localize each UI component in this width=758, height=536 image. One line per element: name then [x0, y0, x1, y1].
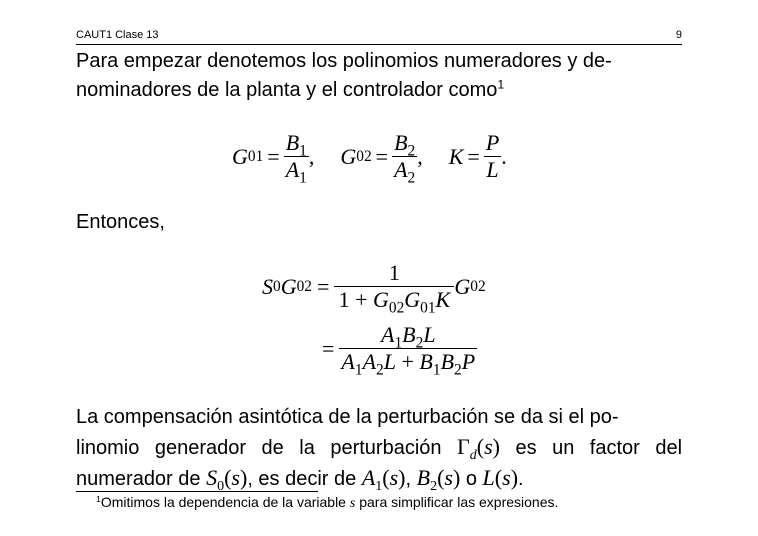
- compensation-paragraph: [76, 403, 682, 494]
- comp-line-1: La compensación asintótica de la perturbación se da si el po-: [76, 406, 619, 428]
- footnote-ref: 1: [497, 77, 505, 92]
- equation-s0g02-line1: S 0 G 02 = $\frac{1}{1 + G_{02}G_{01}K}$ G 02: [262, 260, 486, 317]
- equation-definitions: G 01 = $\frac{B_1}{A_1}$ , G 02 = $\frac{B_2}{A_2}$ , K = $\frac{P}{L}$ .: [232, 130, 507, 187]
- intro-line-2: nominadores de la planta y el controlador como$^1$: [76, 77, 505, 101]
- page-number: 9: [675, 29, 682, 41]
- fraction-closed-loop: $\frac{1}{1 + G_{02}G_{01}K}$: [334, 260, 454, 313]
- fraction-b1-a1: $\frac{B_1}{A_1}$: [285, 130, 307, 187]
- fraction-b2-a2: $\frac{B_2}{A_2}$: [394, 130, 416, 187]
- intro-paragraph: [76, 47, 682, 105]
- equation-s0g02-line2: = $\frac{A_1B_2L}{A_1A_2L + B_1B_2P}$: [322, 322, 476, 379]
- fraction-polynomials: $\frac{A_1B_2L}{A_1A_2L + B_1B_2P}$: [341, 322, 476, 379]
- header-title: CAUT1 Clase 13: [76, 29, 159, 41]
- header-rule: [76, 44, 682, 45]
- comp-line-2: linomio generador de la perturbación $\Gamma_d(s)$ es un factor del: [76, 434, 683, 463]
- comp-line-3: numerador de $S_0(s)$, es decir de $A_1(s)$, $B_2(s)$ o L(s).: [76, 465, 524, 494]
- intro-line-1: Para empezar denotemos los polinomios numeradores y de-: [76, 50, 612, 72]
- entonces-text: Entonces,: [76, 211, 165, 233]
- fraction-p-l: $\frac{P}{L}$: [485, 130, 500, 182]
- footnote: $^1$Omitimos la dependencia de la variable s para simplificar las expresiones.: [96, 493, 559, 511]
- footnote-rule: [76, 491, 318, 492]
